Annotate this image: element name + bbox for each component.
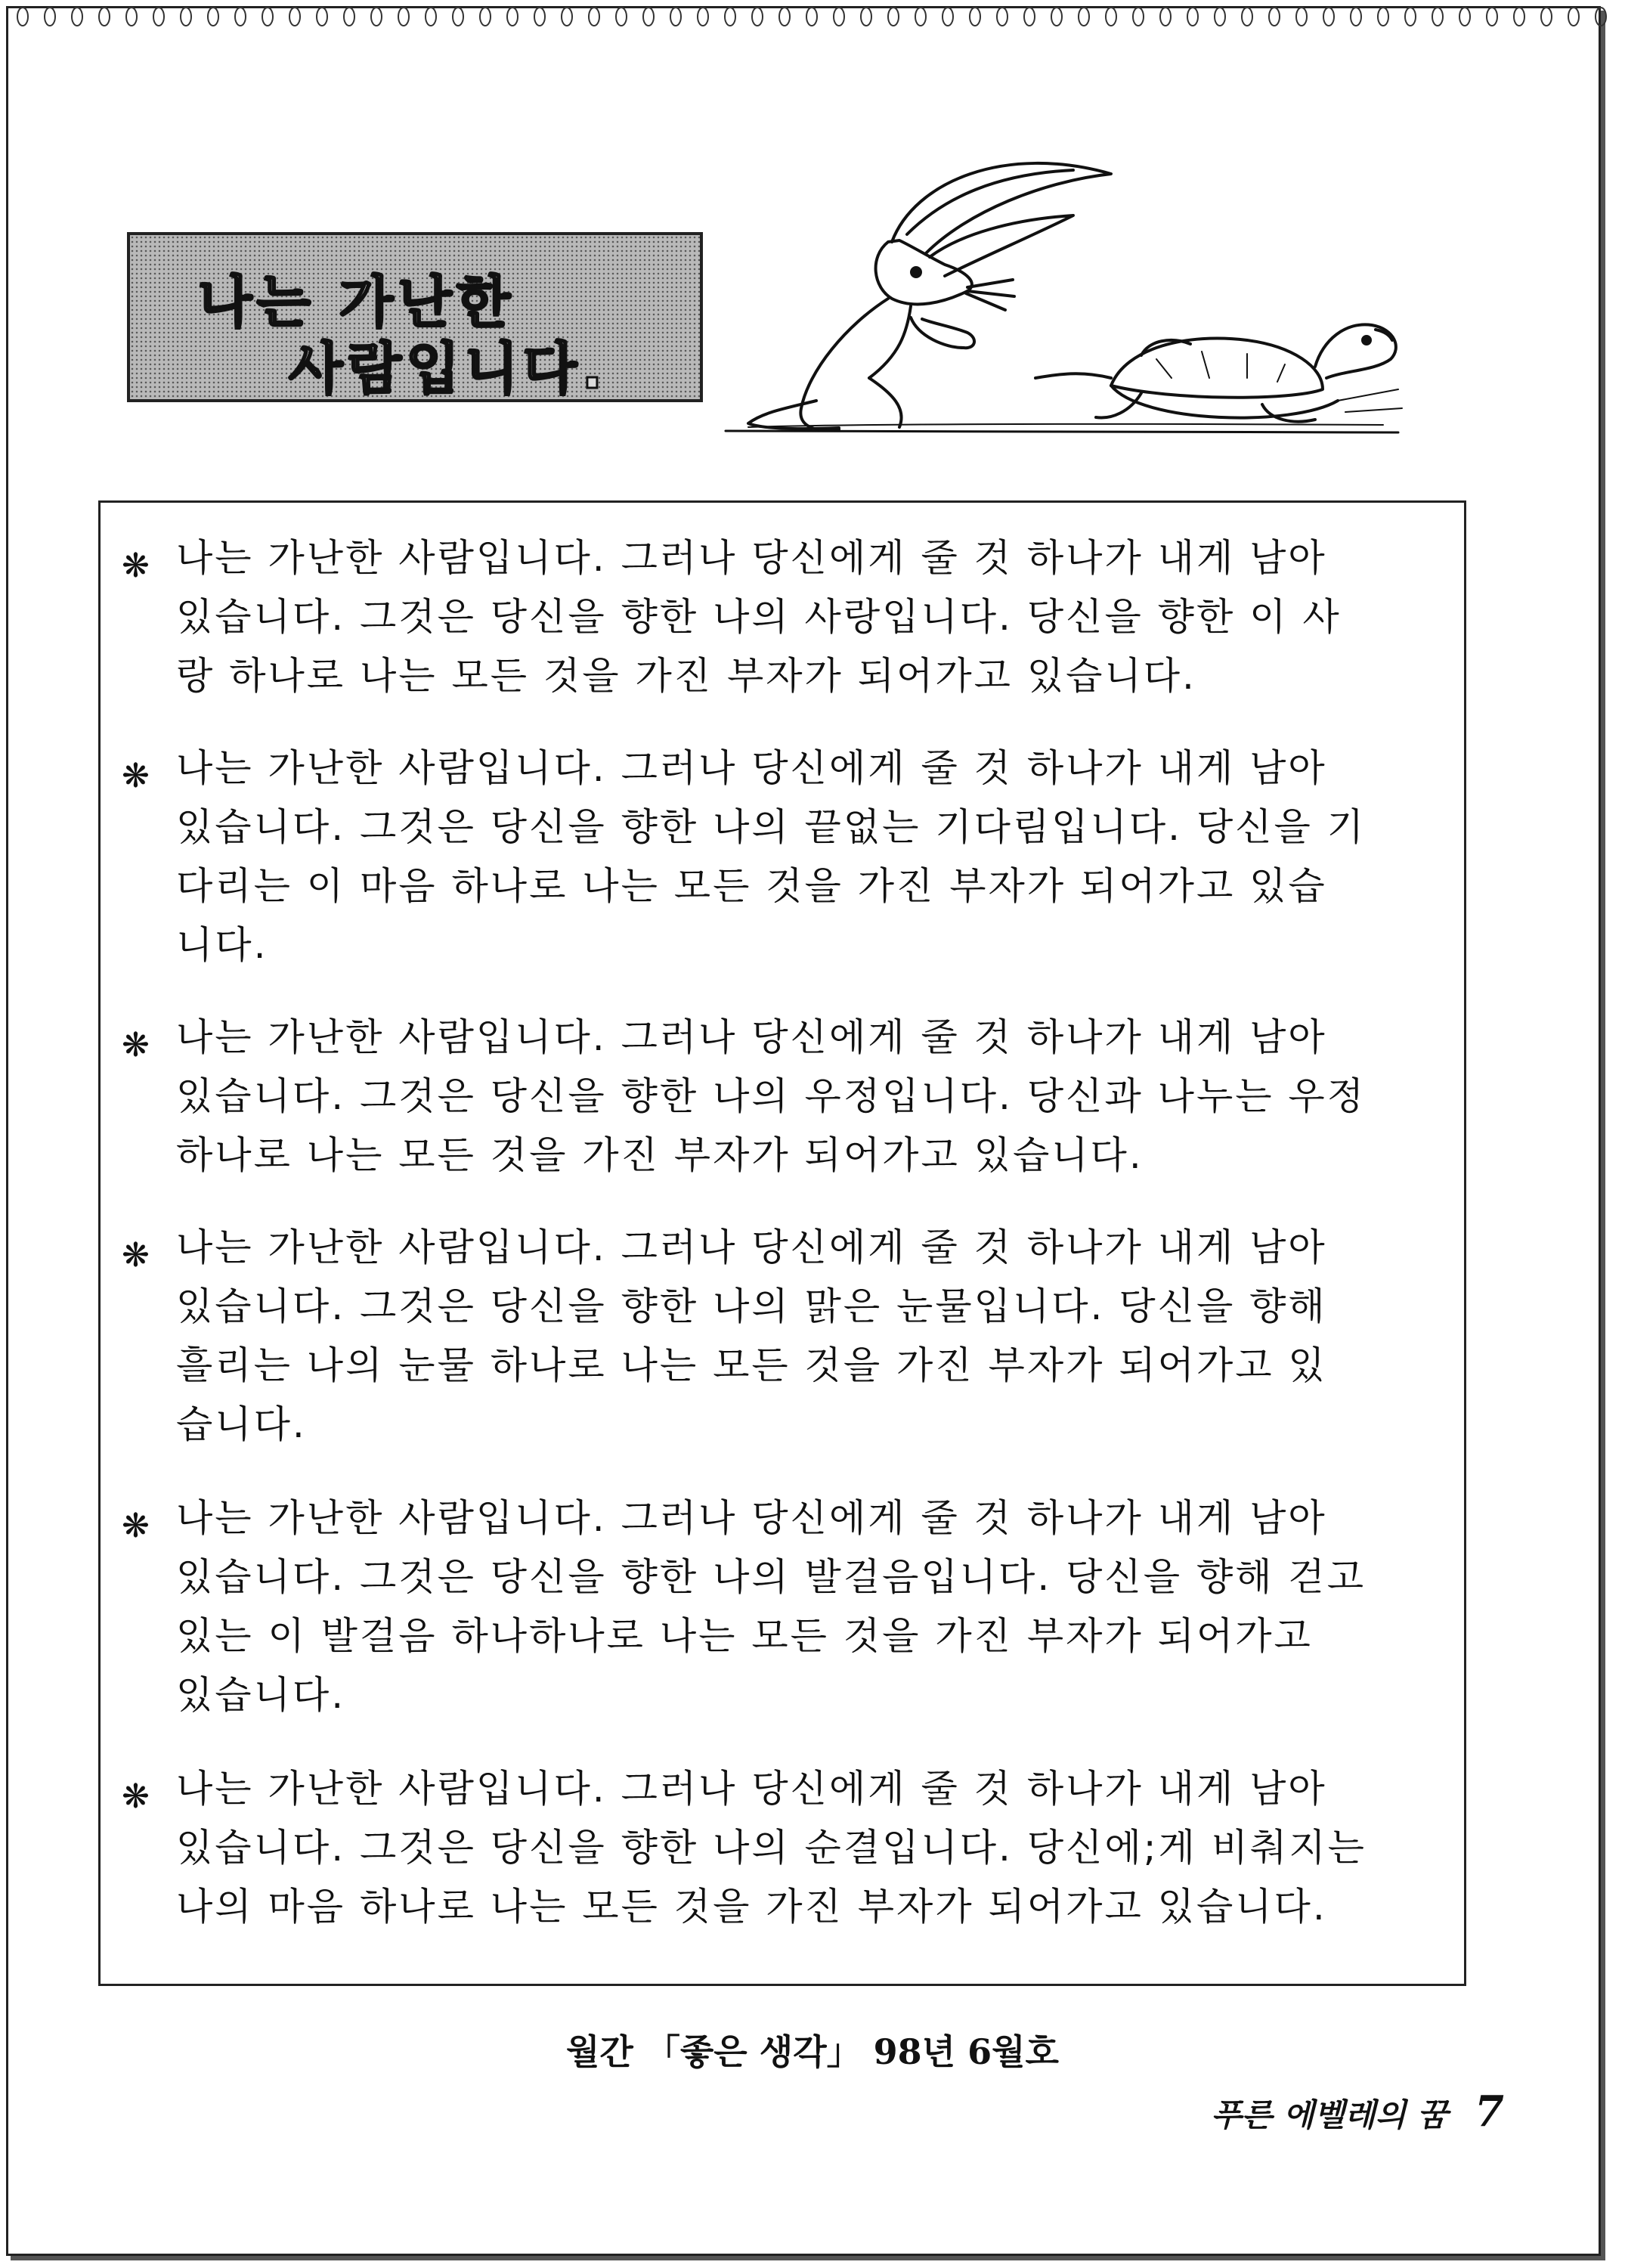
binding-ring <box>1024 8 1035 26</box>
binding-ring <box>262 8 273 26</box>
paragraph-line: 있습니다. 그것은 당신을 향한 나의 우정입니다. 당신과 나누는 우정 <box>176 1074 1367 1118</box>
binding-ring <box>670 8 681 26</box>
paragraph-line: 있습니다. 그것은 당신을 향한 나의 발걸음입니다. 당신을 향해 걷고 <box>176 1555 1367 1599</box>
paragraph-line: 하나로 나는 모든 것을 가진 부자가 되어가고 있습니다. <box>176 1133 1144 1177</box>
binding-ring <box>507 8 518 26</box>
paragraph-line: 나는 가난한 사람입니다. 그러나 당신에게 줄 것 하나가 내게 남아 <box>176 1225 1327 1269</box>
binding-ring <box>426 8 436 26</box>
paragraph-line: 니다. <box>176 923 268 967</box>
flower-bullet-icon: ❋ <box>122 1026 150 1064</box>
paragraph-line: 다리는 이 마음 하나로 나는 모든 것을 가진 부자가 되어가고 있습 <box>176 864 1327 908</box>
binding-ring <box>698 8 708 26</box>
binding-ring <box>181 8 191 26</box>
content-box <box>98 500 1466 1986</box>
paragraph-line: 있습니다. 그것은 당신을 향한 나의 사랑입니다. 당신을 향한 이 사 <box>176 595 1342 639</box>
binding-ring <box>45 8 55 26</box>
binding-ring <box>235 8 246 26</box>
binding-ring <box>1269 8 1280 26</box>
binding-ring <box>1405 8 1416 26</box>
binding-ring <box>153 8 164 26</box>
binding-ring <box>317 8 327 26</box>
binding-ring <box>861 8 871 26</box>
paragraph-line: 있는 이 발걸음 하나하나로 나는 모든 것을 가진 부자가 되어가고 <box>176 1614 1313 1658</box>
paragraph-line: 나는 가난한 사람입니다. 그러나 당신에게 줄 것 하나가 내게 남아 <box>176 1015 1327 1059</box>
binding-ring <box>1133 8 1144 26</box>
spiral-binding <box>15 2 1610 32</box>
paragraph-line: 흘리는 나의 눈물 하나로 나는 모든 것을 가진 부자가 되어가고 있 <box>176 1343 1327 1387</box>
book-title: 푸른 에벨레의 꿈 <box>1211 2096 1448 2133</box>
binding-ring <box>616 8 627 26</box>
paragraph-line: 나는 가난한 사람입니다. 그러나 당신에게 줄 것 하나가 내게 남아 <box>176 746 1327 790</box>
binding-ring <box>1160 8 1171 26</box>
binding-ring <box>289 8 300 26</box>
binding-ring <box>1351 8 1361 26</box>
binding-ring <box>1187 8 1198 26</box>
binding-ring <box>1541 8 1552 26</box>
binding-ring <box>997 8 1008 26</box>
binding-ring <box>1051 8 1062 26</box>
flower-bullet-icon: ❋ <box>122 547 150 585</box>
binding-ring <box>1215 8 1225 26</box>
binding-ring <box>99 8 110 26</box>
binding-ring <box>344 8 354 26</box>
binding-ring <box>589 8 599 26</box>
binding-ring <box>1432 8 1443 26</box>
binding-ring <box>725 8 735 26</box>
paragraph-line: 나는 가난한 사람입니다. 그러나 당신에게 줄 것 하나가 내게 남아 <box>176 1767 1327 1811</box>
binding-ring <box>915 8 926 26</box>
paragraph-line: 랑 하나로 나는 모든 것을 가진 부자가 되어가고 있습니다. <box>176 654 1196 698</box>
binding-ring <box>1378 8 1388 26</box>
binding-ring <box>970 8 980 26</box>
title-box <box>127 232 703 402</box>
binding-ring <box>17 8 28 26</box>
paragraph-line: 습니다. <box>176 1402 307 1446</box>
flower-bullet-icon: ❋ <box>122 757 150 795</box>
binding-ring <box>942 8 953 26</box>
binding-ring <box>480 8 491 26</box>
flower-bullet-icon: ❋ <box>122 1507 150 1545</box>
binding-ring <box>888 8 899 26</box>
page-title-line-1: 나는 가난한 <box>198 270 515 335</box>
binding-ring <box>371 8 382 26</box>
binding-ring <box>1487 8 1497 26</box>
page-title-line-2: 사람입니다. <box>289 336 608 401</box>
binding-ring <box>453 8 463 26</box>
binding-ring <box>562 8 572 26</box>
paragraph-line: 나는 가난한 사람입니다. 그러나 당신에게 줄 것 하나가 내게 남아 <box>176 1496 1327 1540</box>
binding-ring <box>779 8 790 26</box>
binding-ring <box>1242 8 1252 26</box>
page-footer <box>1211 2087 1504 2136</box>
binding-ring <box>643 8 654 26</box>
binding-ring <box>1296 8 1307 26</box>
binding-ring <box>1596 8 1606 26</box>
binding-ring <box>72 8 82 26</box>
binding-ring <box>834 8 844 26</box>
page-number: 7 <box>1475 2087 1504 2136</box>
paragraph-line: 있습니다. <box>176 1673 346 1717</box>
binding-ring <box>126 8 137 26</box>
binding-ring <box>1079 8 1089 26</box>
paragraph-line: 있습니다. 그것은 당신을 향한 나의 맑은 눈물입니다. 당신을 향해 <box>176 1284 1327 1328</box>
source-citation: 월간 「좋은 생각」 98년 6월호 <box>565 2031 1059 2072</box>
binding-ring <box>534 8 545 26</box>
binding-ring <box>1568 8 1579 26</box>
binding-ring <box>1459 8 1470 26</box>
flower-bullet-icon: ❋ <box>122 1236 150 1275</box>
binding-ring <box>208 8 218 26</box>
binding-ring <box>1106 8 1116 26</box>
binding-ring <box>752 8 763 26</box>
binding-ring <box>1323 8 1334 26</box>
paragraph-line: 나의 마음 하나로 나는 모든 것을 가진 부자가 되어가고 있습니다. <box>176 1885 1327 1929</box>
binding-ring <box>1514 8 1524 26</box>
binding-ring <box>806 8 817 26</box>
flower-bullet-icon: ❋ <box>122 1777 150 1816</box>
paragraph-line: 나는 가난한 사람입니다. 그러나 당신에게 줄 것 하나가 내게 남아 <box>176 536 1327 580</box>
paragraph-line: 있습니다. 그것은 당신을 향한 나의 끝없는 기다림입니다. 당신을 기 <box>176 805 1367 849</box>
paragraph-line: 있습니다. 그것은 당신을 향한 나의 순결입니다. 당신에;게 비춰지는 <box>176 1826 1367 1870</box>
binding-ring <box>398 8 409 26</box>
rabbit-and-turtle-illustration <box>718 151 1413 446</box>
